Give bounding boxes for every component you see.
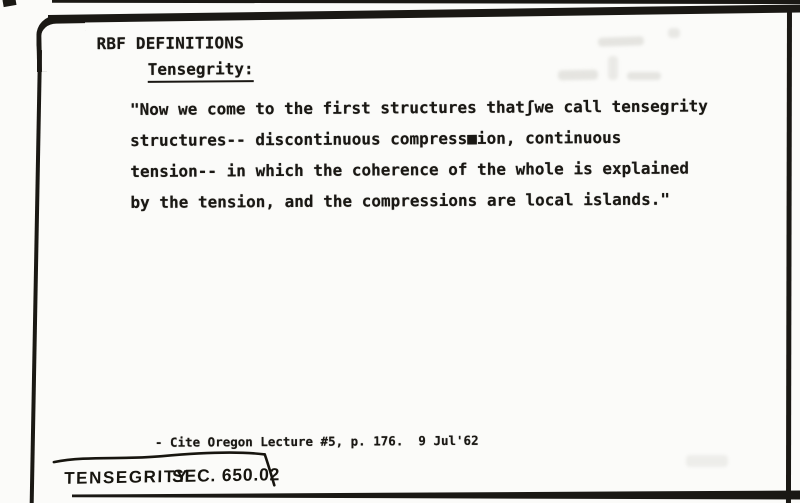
term-heading-text: Tensegrity: [148,59,254,83]
annotation-section: SEC. 650.02 [171,464,281,487]
annotation-term: TENSEGRITY [63,466,189,488]
handwritten-annotation [0,0,313,488]
document-title: RBF DEFINITIONS [96,33,245,54]
quote-line-4: by the tension, and the compressions are local islands." [130,189,670,212]
quote-line-3: tension-- in which the coherence of the whole is explained [130,158,690,181]
quote-line-2: structures-- discontinuous compress■ion, continuous [130,127,622,150]
citation-line: - Cite Oregon Lecture #5, p. 176. 9 Jul'62 [154,432,479,450]
term-heading [148,61,254,78]
quote-line-1: "Now we come to the first structures thatʃwe call tensegrity [129,96,708,119]
